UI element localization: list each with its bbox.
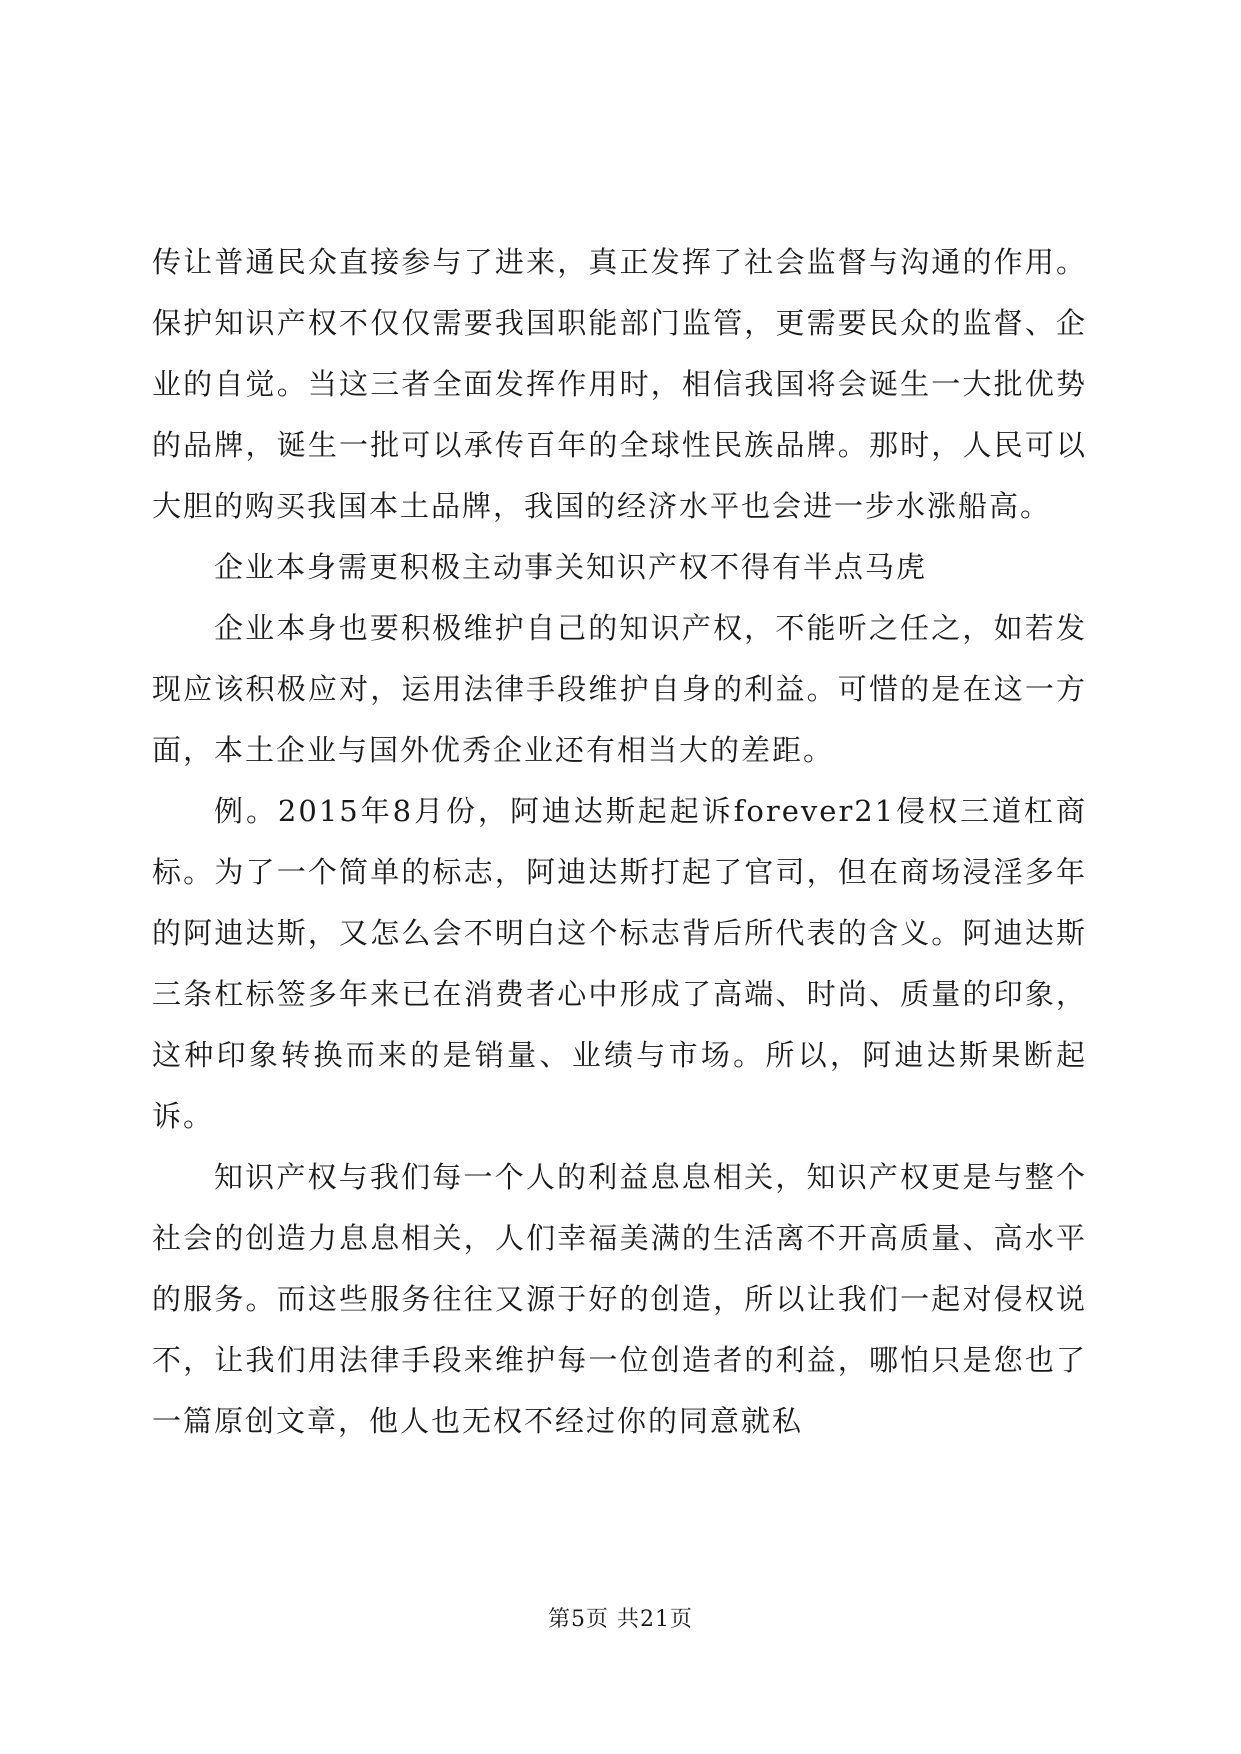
page-number-footer: 第5页 共21页	[548, 1607, 693, 1632]
paragraph-conclusion: 知识产权与我们每一个人的利益息息相关，知识产权更是与整个社会的创造力息息相关，人们幸福美满的生活离不开高质量、高水平的服务。而这些服务往往又源于好的创造，所以让我们一起对侵权说不，让我们用法律手段来维护每一位创造者的利益，哪怕只是您也了一篇原创文章，他人也无权不经过你的同意就私	[152, 1160, 1087, 1438]
paragraph-continuation: 传让普通民众直接参与了进来，真正发挥了社会监督与沟通的作用。保护知识产权不仅仅需要我国职能部门监管，更需要民众的监督、企业的自觉。当这三者全面发挥作用时，相信我国将会诞生一大批优势的品牌，诞生一批可以承传百年的全球性民族品牌。那时，人民可以大胆的购买我国本土品牌，我国的经济水平也会进一步水涨船高。	[152, 245, 1087, 523]
section-heading: 企业本身需更积极主动事关知识产权不得有半点马虎	[214, 550, 928, 584]
paragraph-adidas-example: 例。2015年8月份，阿迪达斯起起诉forever21侵权三道杠商标。为了一个简单的标志，阿迪达斯打起了官司，但在商场浸淫多年的阿迪达斯，又怎么会不明白这个标志背后所代表的含义。阿迪达斯三条杠标签多年来已在消费者心中形成了高端、时尚、质量的印象，这种印象转换而来的是销量、业绩与市场。所以，阿迪达斯果断起诉。	[152, 794, 1087, 1133]
paragraph-enterprise-protection: 企业本身也要积极维护自己的知识产权，不能听之任之，如若发现应该积极应对，运用法律手段维护自身的利益。可惜的是在这一方面，本土企业与国外优秀企业还有相当大的差距。	[152, 611, 1087, 767]
document-body	[152, 232, 1087, 1452]
